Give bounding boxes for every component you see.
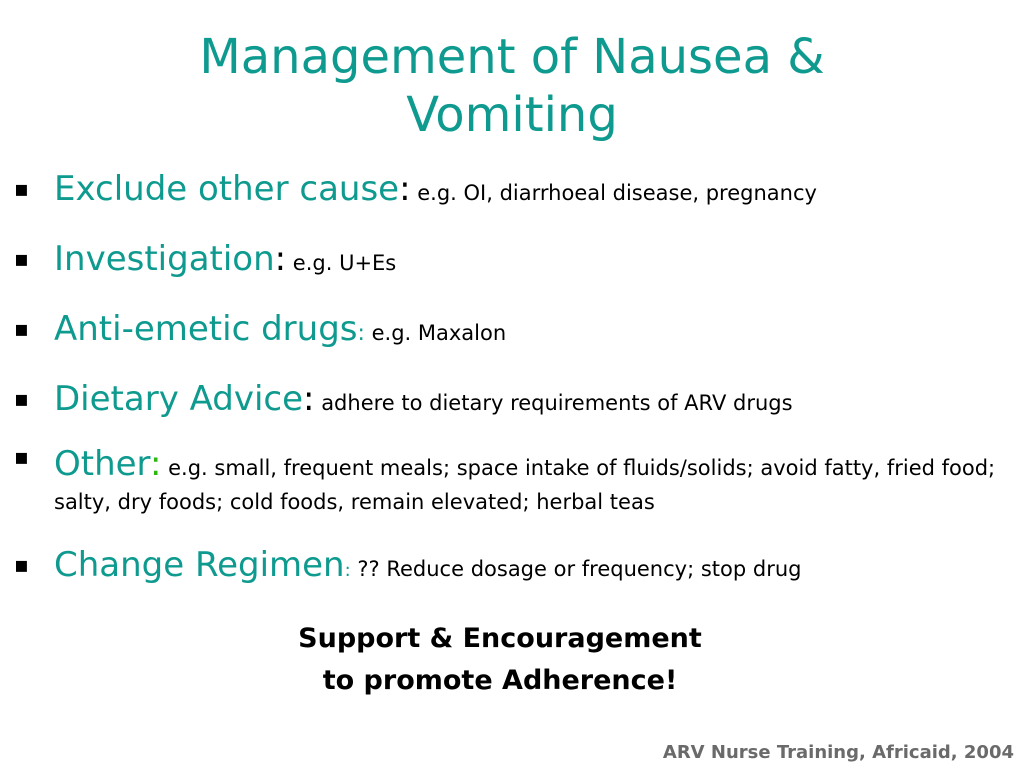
- bullet-detail: adhere to dietary requirements of ARV drugs: [314, 391, 793, 415]
- bullet-detail: e.g. OI, diarrhoeal disease, pregnancy: [410, 181, 817, 205]
- bullet-item: [14, 302, 1004, 362]
- bullet-item: [14, 538, 1004, 598]
- bullet-item: [14, 232, 1004, 292]
- bullet-colon: :: [357, 321, 365, 346]
- bullet-heading: Other: [54, 444, 150, 484]
- bullet-colon: :: [344, 560, 351, 581]
- square-bullet-icon: ▪: [14, 177, 29, 202]
- bullet-heading: Investigation: [54, 239, 275, 279]
- bullet-detail: e.g. Maxalon: [364, 321, 507, 345]
- square-bullet-icon: ▪: [14, 247, 29, 272]
- slide-title: Management of Nausea & Vomiting: [199, 29, 825, 143]
- support-message: [200, 618, 800, 702]
- bullet-item: [14, 442, 1004, 520]
- bullet-heading: Anti-emetic drugs: [54, 309, 358, 349]
- bullet-colon: :: [399, 169, 411, 209]
- square-bullet-icon: ▪: [14, 553, 29, 578]
- bullet-colon: :: [149, 444, 162, 484]
- slide-credit: ARV Nurse Training, Africaid, 2004: [662, 742, 1014, 763]
- bullet-heading: Dietary Advice: [54, 379, 304, 419]
- bullet-item: [14, 372, 1004, 432]
- bullet-heading: Exclude other cause: [54, 169, 400, 209]
- bullet-list: [14, 162, 1004, 608]
- bullet-heading: Change Regimen: [54, 545, 345, 585]
- bullet-detail: e.g. small, frequent meals; space intake of fluids/solids; avoid fatty, fried food; salty, dry foods; cold foods, remain elevated; herbal teas: [54, 456, 996, 514]
- bullet-colon: :: [274, 239, 287, 279]
- bullet-detail: ?? Reduce dosage or frequency; stop drug: [350, 557, 802, 581]
- square-bullet-icon: ▪: [14, 387, 29, 412]
- square-bullet-icon: ▪: [14, 317, 29, 342]
- bullet-detail: e.g. U+Es: [286, 251, 397, 275]
- bullet-colon: :: [303, 379, 315, 419]
- bullet-item: [14, 162, 1004, 222]
- square-bullet-icon: ▪: [14, 445, 29, 470]
- support-line-2: to promote Adherence!: [322, 665, 678, 696]
- support-line-1: Support & Encouragement: [298, 623, 702, 654]
